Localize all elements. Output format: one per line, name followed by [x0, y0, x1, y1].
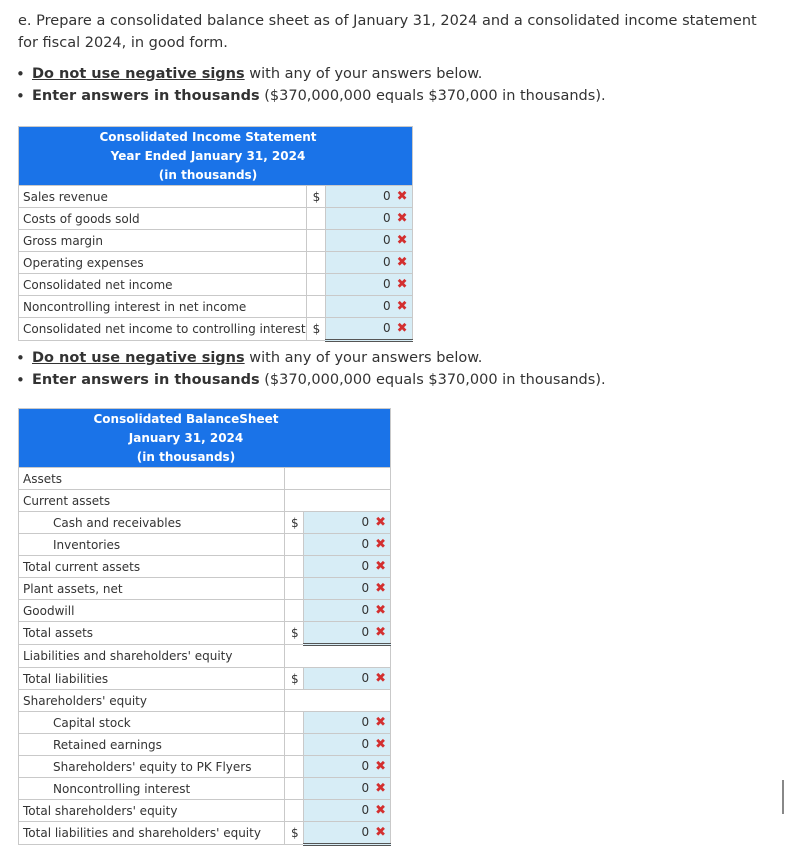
income-row — [19, 208, 413, 230]
note-emphasis: Enter answers in thousands — [32, 88, 260, 104]
incorrect-icon: ✖ — [396, 255, 408, 270]
balance-sheet-table — [18, 408, 391, 846]
income-amount-input[interactable] — [325, 296, 412, 318]
balance-row — [19, 822, 391, 845]
note-item — [14, 63, 606, 85]
currency-symbol — [306, 296, 325, 318]
note-emphasis: Do not use negative signs — [32, 66, 245, 82]
income-amount-input[interactable] — [325, 186, 412, 208]
balance-amount-input[interactable] — [304, 712, 391, 734]
income-row-label: Consolidated net income to controlling interest — [19, 318, 307, 341]
balance-row — [19, 800, 391, 822]
income-row-label: Gross margin — [19, 230, 307, 252]
income-row-label: Operating expenses — [19, 252, 307, 274]
income-row-label: Noncontrolling interest in net income — [19, 296, 307, 318]
income-units: (in thousands) — [158, 168, 258, 182]
incorrect-icon: ✖ — [396, 277, 408, 292]
income-amount-input[interactable] — [325, 208, 412, 230]
amount-value[interactable]: 0 — [361, 715, 370, 729]
balance-amount-input[interactable] — [304, 534, 391, 556]
balance-row — [19, 512, 391, 534]
income-statement-table — [18, 126, 413, 342]
incorrect-icon: ✖ — [375, 803, 386, 818]
amount-value[interactable]: 0 — [361, 737, 370, 751]
amount-value[interactable]: 0 — [383, 321, 391, 335]
incorrect-icon: ✖ — [396, 189, 408, 204]
balance-amount-input[interactable] — [304, 822, 391, 845]
note-item — [14, 369, 606, 391]
balance-amount-input[interactable] — [304, 578, 391, 600]
amount-value[interactable]: 0 — [361, 603, 370, 617]
balance-amount-input[interactable] — [304, 734, 391, 756]
currency-symbol: $ — [285, 622, 304, 645]
income-row — [19, 230, 413, 252]
amount-value[interactable]: 0 — [383, 255, 391, 269]
income-row — [19, 252, 413, 274]
balance-amount-input[interactable] — [304, 600, 391, 622]
income-title: Consolidated Income Statement — [99, 130, 317, 144]
note-item — [14, 347, 606, 369]
amount-value[interactable]: 0 — [361, 759, 370, 773]
currency-symbol — [306, 274, 325, 296]
balance-amount-input — [304, 490, 391, 512]
balance-row — [19, 712, 391, 734]
balance-row-label: Goodwill — [19, 600, 285, 622]
balance-amount-input — [304, 690, 391, 712]
balance-row — [19, 578, 391, 600]
amount-value[interactable]: 0 — [383, 277, 391, 291]
amount-value[interactable]: 0 — [383, 299, 391, 313]
income-row — [19, 318, 413, 341]
balance-amount-input — [304, 645, 391, 668]
balance-row — [19, 778, 391, 800]
notes-list-2 — [14, 347, 606, 391]
amount-value[interactable]: 0 — [361, 515, 370, 529]
income-row — [19, 274, 413, 296]
amount-value[interactable]: 0 — [361, 625, 370, 639]
balance-row-label: Capital stock — [19, 712, 285, 734]
balance-row — [19, 490, 391, 512]
balance-amount-input[interactable] — [304, 668, 391, 690]
incorrect-icon: ✖ — [375, 581, 386, 596]
balance-row-label: Noncontrolling interest — [19, 778, 285, 800]
amount-value[interactable]: 0 — [361, 581, 370, 595]
balance-amount-input[interactable] — [304, 778, 391, 800]
amount-value[interactable]: 0 — [361, 803, 370, 817]
note-text: with any of your answers below. — [244, 66, 483, 82]
balance-row — [19, 756, 391, 778]
balance-row-label: Total shareholders' equity — [19, 800, 285, 822]
balance-row — [19, 468, 391, 490]
incorrect-icon: ✖ — [375, 759, 386, 774]
balance-row-label: Cash and receivables — [19, 512, 285, 534]
balance-row — [19, 645, 391, 668]
balance-amount-input[interactable] — [304, 622, 391, 645]
balance-amount-input — [304, 468, 391, 490]
balance-amount-input[interactable] — [304, 556, 391, 578]
balance-row-label: Shareholders' equity — [19, 690, 285, 712]
amount-value[interactable]: 0 — [361, 825, 370, 839]
incorrect-icon: ✖ — [375, 625, 386, 640]
currency-symbol — [285, 800, 304, 822]
balance-date: January 31, 2024 — [128, 431, 244, 445]
incorrect-icon: ✖ — [396, 299, 408, 314]
currency-symbol — [285, 712, 304, 734]
income-amount-input[interactable] — [325, 318, 412, 341]
note-item — [14, 85, 606, 107]
balance-row-label: Current assets — [19, 490, 285, 512]
balance-amount-input[interactable] — [304, 512, 391, 534]
balance-amount-input[interactable] — [304, 756, 391, 778]
note-text: ($370,000,000 equals $370,000 in thousands). — [259, 88, 606, 104]
balance-row — [19, 600, 391, 622]
note-text: ($370,000,000 equals $370,000 in thousands). — [259, 372, 606, 388]
incorrect-icon: ✖ — [396, 211, 408, 226]
income-amount-input[interactable] — [325, 230, 412, 252]
amount-value[interactable]: 0 — [361, 671, 370, 685]
balance-row-label: Liabilities and shareholders' equity — [19, 645, 285, 668]
incorrect-icon: ✖ — [375, 825, 386, 840]
balance-row-label: Assets — [19, 468, 285, 490]
balance-units: (in thousands) — [136, 450, 236, 464]
scrollbar-thumb[interactable] — [782, 780, 784, 814]
currency-symbol — [285, 645, 304, 668]
currency-symbol — [285, 778, 304, 800]
balance-sheet-header — [19, 409, 391, 468]
income-period: Year Ended January 31, 2024 — [110, 149, 306, 163]
currency-symbol: $ — [285, 668, 304, 690]
currency-symbol — [285, 468, 304, 490]
balance-row — [19, 622, 391, 645]
incorrect-icon: ✖ — [396, 233, 408, 248]
incorrect-icon: ✖ — [375, 781, 386, 796]
incorrect-icon: ✖ — [375, 515, 386, 530]
balance-row — [19, 734, 391, 756]
balance-row-label: Total current assets — [19, 556, 285, 578]
currency-symbol: $ — [306, 186, 325, 208]
note-emphasis: Do not use negative signs — [32, 350, 245, 366]
currency-symbol — [285, 600, 304, 622]
income-row — [19, 186, 413, 208]
balance-row-label: Plant assets, net — [19, 578, 285, 600]
amount-value[interactable]: 0 — [361, 781, 370, 795]
notes-list-1 — [14, 63, 606, 107]
balance-row-label: Total liabilities — [19, 668, 285, 690]
income-row-label: Costs of goods sold — [19, 208, 307, 230]
balance-row-label: Retained earnings — [19, 734, 285, 756]
instruction-text: e. Prepare a consolidated balance sheet as of January 31, 2024 and a consolidated income statement for fiscal 2024, in good form. — [18, 13, 757, 51]
income-amount-input[interactable] — [325, 252, 412, 274]
currency-symbol — [285, 556, 304, 578]
amount-value[interactable]: 0 — [383, 233, 391, 247]
income-statement-header — [19, 127, 413, 186]
balance-amount-input[interactable] — [304, 800, 391, 822]
currency-symbol — [285, 578, 304, 600]
balance-row-label: Total assets — [19, 622, 285, 645]
currency-symbol — [285, 534, 304, 556]
balance-row — [19, 534, 391, 556]
currency-symbol — [306, 230, 325, 252]
incorrect-icon: ✖ — [375, 737, 386, 752]
incorrect-icon: ✖ — [375, 715, 386, 730]
income-row-label: Consolidated net income — [19, 274, 307, 296]
note-emphasis: Enter answers in thousands — [32, 372, 260, 388]
balance-row — [19, 556, 391, 578]
balance-row — [19, 668, 391, 690]
income-row-label: Sales revenue — [19, 186, 307, 208]
balance-row-label: Shareholders' equity to PK Flyers — [19, 756, 285, 778]
note-text: with any of your answers below. — [244, 350, 483, 366]
currency-symbol — [306, 208, 325, 230]
balance-row-label: Inventories — [19, 534, 285, 556]
currency-symbol: $ — [285, 822, 304, 845]
currency-symbol: $ — [285, 512, 304, 534]
incorrect-icon: ✖ — [396, 321, 408, 336]
currency-symbol — [285, 690, 304, 712]
amount-value[interactable]: 0 — [361, 537, 370, 551]
currency-symbol — [285, 490, 304, 512]
income-amount-input[interactable] — [325, 274, 412, 296]
amount-value[interactable]: 0 — [383, 211, 391, 225]
currency-symbol: $ — [306, 318, 325, 341]
currency-symbol — [285, 756, 304, 778]
incorrect-icon: ✖ — [375, 537, 386, 552]
balance-row-label: Total liabilities and shareholders' equity — [19, 822, 285, 845]
amount-value[interactable]: 0 — [383, 189, 391, 203]
income-row — [19, 296, 413, 318]
amount-value[interactable]: 0 — [361, 559, 370, 573]
incorrect-icon: ✖ — [375, 671, 386, 686]
balance-title: Consolidated BalanceSheet — [93, 412, 279, 426]
balance-row — [19, 690, 391, 712]
incorrect-icon: ✖ — [375, 603, 386, 618]
currency-symbol — [285, 734, 304, 756]
incorrect-icon: ✖ — [375, 559, 386, 574]
currency-symbol — [306, 252, 325, 274]
